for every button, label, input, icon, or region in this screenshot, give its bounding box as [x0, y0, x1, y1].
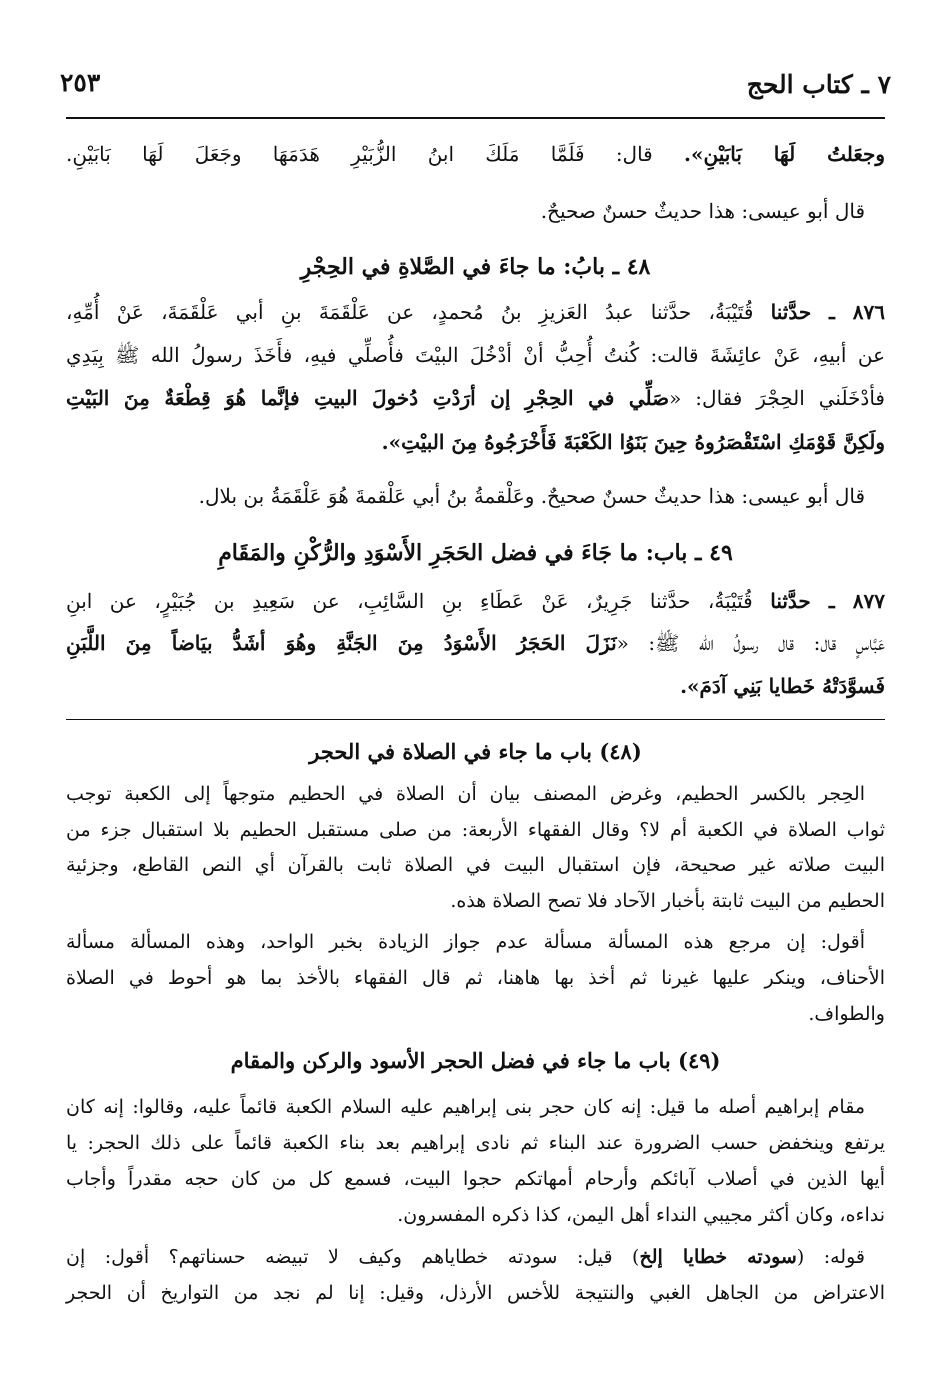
hadith-line-8: ٨٧٧ ـ حدَّثنا قُتَيْبَةُ، حدَّثنا جَرِيرٌ، عَنْ عَطَاءِ بنِ السَّائِبِ، عن سَعِيدِ بن جُبَيْرٍ، عن ابنِ: [66, 589, 886, 613]
running-title: ٧ ـ كتاب الحج: [746, 70, 891, 99]
commentary-line-4: الحطيم من البيت ثابتة بأخبار الآحاد فلا تصح الصلاة هذه.: [450, 890, 885, 912]
page-header: [60, 66, 891, 106]
hadith-line-3: ٨٧٦ ـ حدَّثنا قُتَيْبَةُ، حدَّثنا عبدُ العَزيزِ بنُ مُحمدٍ، عن عَلْقَمَةَ بنِ أبي عَلْقَمَةَ، عَنْ أُمِّهِ،: [66, 300, 885, 324]
commentary-line-10: أيها الذين في أصلاب آبائكم وأرحام أمهاتكم حجوا البيت، فسمع كل من كان حجه مقدراً وأجاب: [66, 1168, 885, 1190]
commentary-separator: [66, 719, 885, 720]
hadith-line-6: ولَكِنَّ قَوْمَكِ اسْتَقْصَرُوهُ حِينَ بَنَوُا الكَعْبَةَ فَأَخْرَجُوهُ مِنَ البيْتِ».: [381, 430, 885, 454]
page-number: ٢٥٣: [60, 68, 101, 97]
hadith-line-7: قال أبو عيسى: هذا حديثٌ حسنٌ صحيحٌ. وعَلْقمةُ بنُ أبي عَلْقمةَ هُوَ عَلْقَمَةُ بن بلال.: [198, 484, 865, 508]
commentary-line-13: الاعتراض من الجاهل الغبي والنتيجة للأخس الأرذل، وقيل: إنا لم نجد من التواريخ أن الحجر: [66, 1282, 885, 1304]
commentary-line-11: نداءه، وكان أكثر مجيبي النداء أهل اليمن، كذا ذكره المفسرون.: [397, 1204, 885, 1226]
hadith-line-5: فأدْخَلَني الحِجْرَ فقال: «صَلِّي في الحِجْرِ إن أرَدْتِ دُخولَ البيتِ فإنَّما هُوَ قِطْعَةٌ مِنَ البَيْتِ: [66, 386, 885, 410]
header-rule: [66, 117, 885, 119]
chapter-heading-49: ٤٩ ـ باب: ما جَاءَ في فضل الحَجَرِ الأَسْوَدِ والرُّكْنِ والمَقَامِ: [218, 540, 733, 566]
hadith-line-1: وجعَلتُ لَهَا بَابَيْنِ». قال: فَلَمَّا مَلَكَ ابنُ الزُّبَيْرِ هَدَمَهَا وجَعَلَ لَهَا بَابَيْنِ.: [66, 142, 885, 166]
commentary-line-1: الحِجر بالكسر الحطيم، وغرض المصنف بيان أن الصلاة في الحطيم متوجهاً إلى الكعبة توجب: [66, 783, 865, 805]
commentary-heading-48: (٤٨) باب ما جاء في الصلاة في الحجر: [309, 739, 642, 764]
commentary-line-5: أقول: إن مرجع هذه المسألة مسألة عدم جواز الزيادة بخبر الواحد، وهذه المسألة مسألة: [66, 931, 865, 953]
hadith-line-9: عَبَّاسٍ قال: قال رسولُ الله ﷺ: «نَزَلَ الحَجَرُ الأَسْوَدُ مِنَ الجَنَّةِ وهُوَ أشَدُّ بيَاضاً مِنَ اللَّبَنِ: [66, 631, 885, 655]
commentary-line-6: الأحناف، وينكر عليها غيرنا ثم أخذ بها هاهنا، ثم قال الفقهاء بالأخذ بما هو أحوط في الصلاة: [66, 967, 885, 989]
hadith-line-4: عن أبيهِ، عَنْ عائِشَةَ قالت: كُنتُ أُحِبُّ أنْ أدْخُلَ البيْتَ فأُصلِّي فيهِ، فأَخَذَ رسولُ الله ﷺ بِيَدِي: [66, 343, 885, 367]
commentary-line-8: مقام إبراهيم أصله ما قيل: إنه كان حجر بنى إبراهيم عليه السلام الكعبة قائماً عليه، وقالوا: إنه كان: [66, 1096, 865, 1118]
commentary-line-7: والطواف.: [808, 1003, 885, 1025]
commentary-line-2: ثواب الصلاة في الكعبة أم لا؟ وقال الفقهاء الأربعة: من صلى مستقبل الحطيم بلا استقبال جزء من: [66, 819, 885, 841]
commentary-line-9: يرتفع وينخفض حسب الضرورة عند البناء ثم نادى إبراهيم بعد بناء الكعبة قائماً على ذلك الحجر: يا: [66, 1132, 885, 1154]
commentary-line-3: البيت صلاته غير صحيحة، فإن استقبال البيت في الصلاة ثابت بالقرآن أي النص القاطع، وجزئية: [66, 854, 885, 876]
hadith-line-2: قال أبو عيسى: هذا حديثٌ حسنٌ صحيحٌ.: [540, 199, 865, 223]
commentary-line-12: قوله: (سودته خطايا إلخ) قيل: سودته خطاياهم وكيف لا تبيضه حسناتهم؟ أقول: إن: [66, 1246, 865, 1268]
commentary-heading-49: (٤٩) باب ما جاء في فضل الحجر الأسود والركن والمقام: [230, 1048, 721, 1073]
chapter-heading-48: ٤٨ ـ بابُ: ما جاءَ في الصَّلاةِ في الحِجْرِ: [300, 254, 651, 280]
hadith-line-10: فَسوَّدَتْهُ خَطايا بَنِي آدَمَ».: [680, 674, 885, 698]
